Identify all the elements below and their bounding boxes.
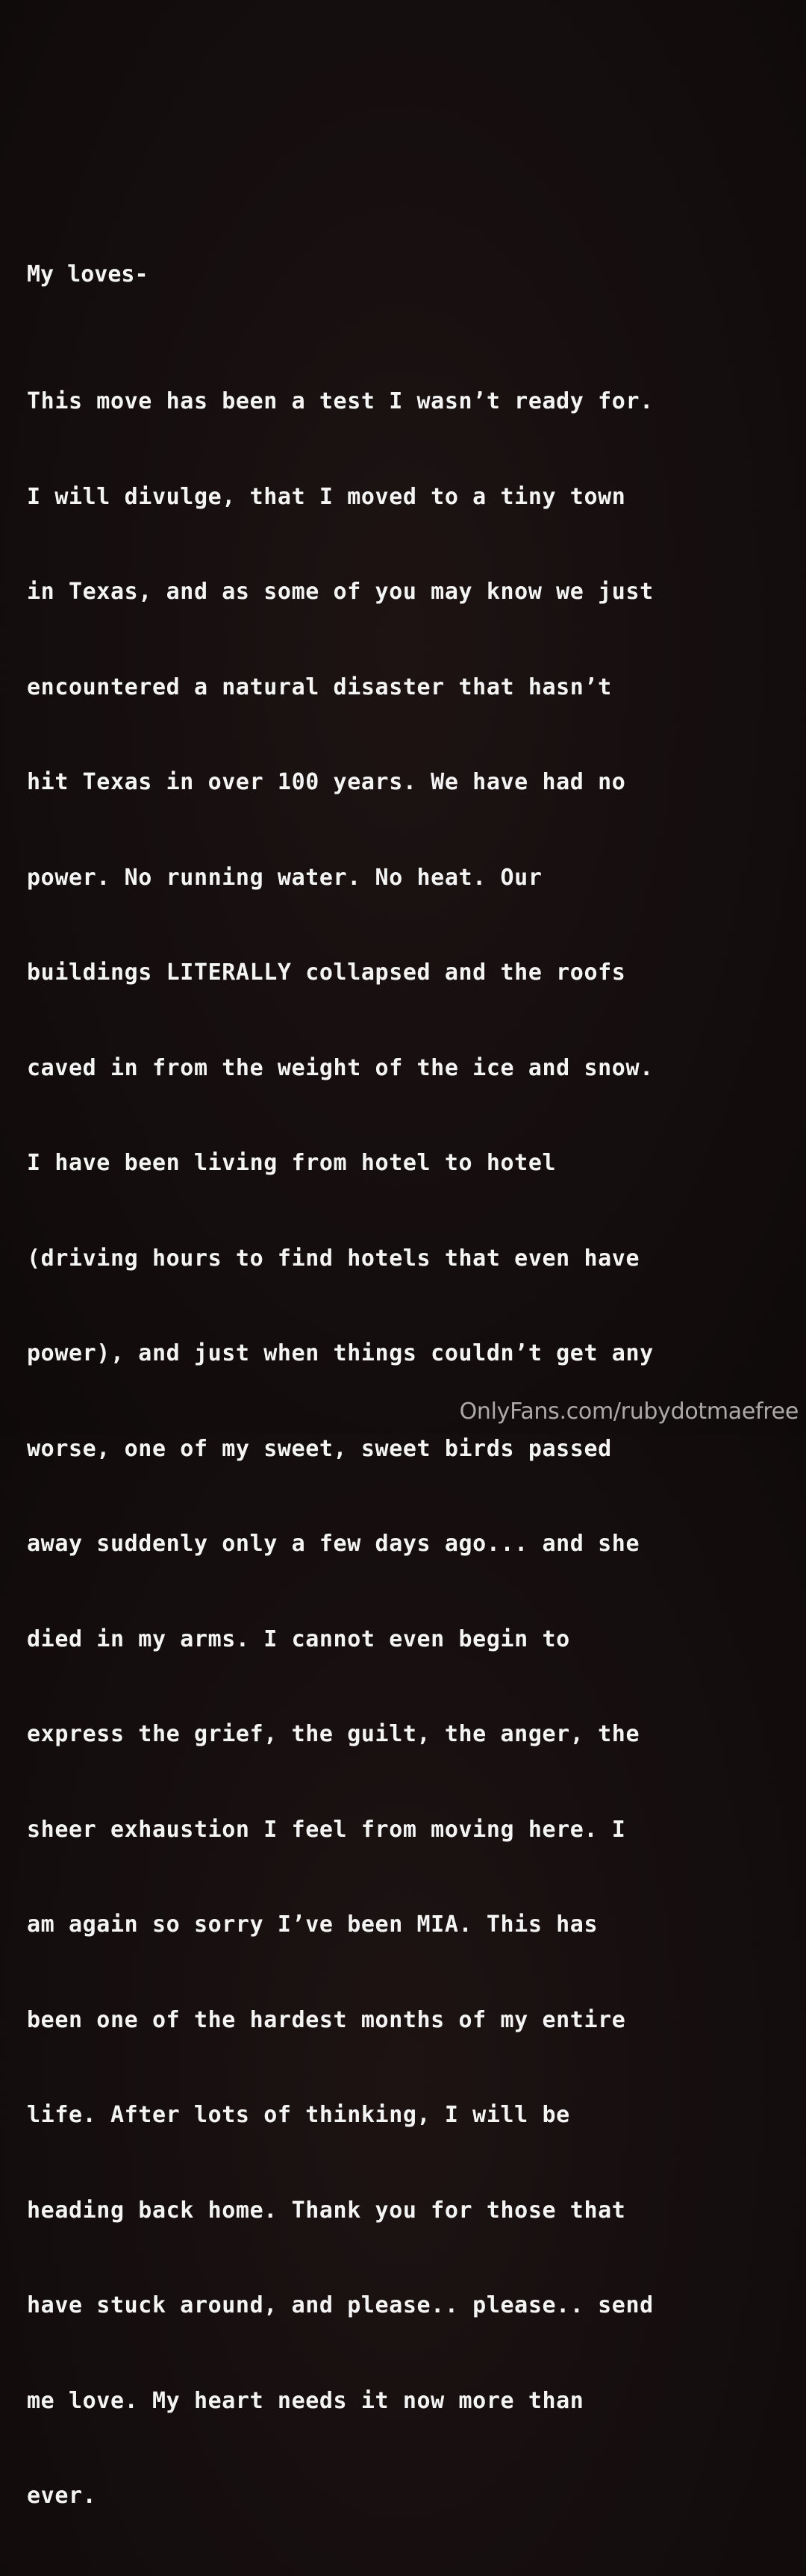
message-line: (driving hours to find hotels that even have bbox=[27, 1245, 640, 1272]
message-line: worse, one of my sweet, sweet birds passed bbox=[27, 1435, 612, 1462]
message-line: caved in from the weight of the ice and snow. bbox=[27, 1054, 654, 1081]
story-message-body bbox=[27, 323, 654, 2576]
message-line: hit Texas in over 100 years. We have had no bbox=[27, 769, 626, 795]
message-line: died in my arms. I cannot even begin to bbox=[27, 1625, 570, 1652]
message-line: I will divulge, that I moved to a tiny town bbox=[27, 483, 626, 510]
message-line: been one of the hardest months of my entire bbox=[27, 2006, 626, 2033]
greeting-text: My loves- bbox=[27, 261, 149, 287]
message-line: express the grief, the guilt, the anger, the bbox=[27, 1721, 640, 1747]
message-line: I have been living from hotel to hotel bbox=[27, 1150, 557, 1176]
message-line: sheer exhaustion I feel from moving here. I bbox=[27, 1816, 626, 1843]
message-line: buildings LITERALLY collapsed and the roofs bbox=[27, 959, 626, 986]
message-line: have stuck around, and please.. please.. send bbox=[27, 2292, 654, 2318]
watermark-text: OnlyFans.com/rubydotmaefree bbox=[459, 1399, 799, 1425]
message-line: in Texas, and as some of you may know we just bbox=[27, 579, 654, 605]
message-line: me love. My heart needs it now more than bbox=[27, 2387, 584, 2414]
message-line: power. No running water. No heat. Our bbox=[27, 864, 543, 891]
message-line: ever. bbox=[27, 2483, 97, 2509]
message-line: life. After lots of thinking, I will be bbox=[27, 2102, 570, 2128]
message-line: am again so sorry I’ve been MIA. This has bbox=[27, 1911, 599, 1938]
message-line: encountered a natural disaster that hasn’t bbox=[27, 673, 612, 700]
message-line: This move has been a test I wasn’t ready for. bbox=[27, 388, 654, 414]
message-line: heading back home. Thank you for those that bbox=[27, 2197, 626, 2224]
message-line: away suddenly only a few days ago... and she bbox=[27, 1531, 640, 1557]
message-line: power), and just when things couldn’t get any bbox=[27, 1340, 654, 1366]
